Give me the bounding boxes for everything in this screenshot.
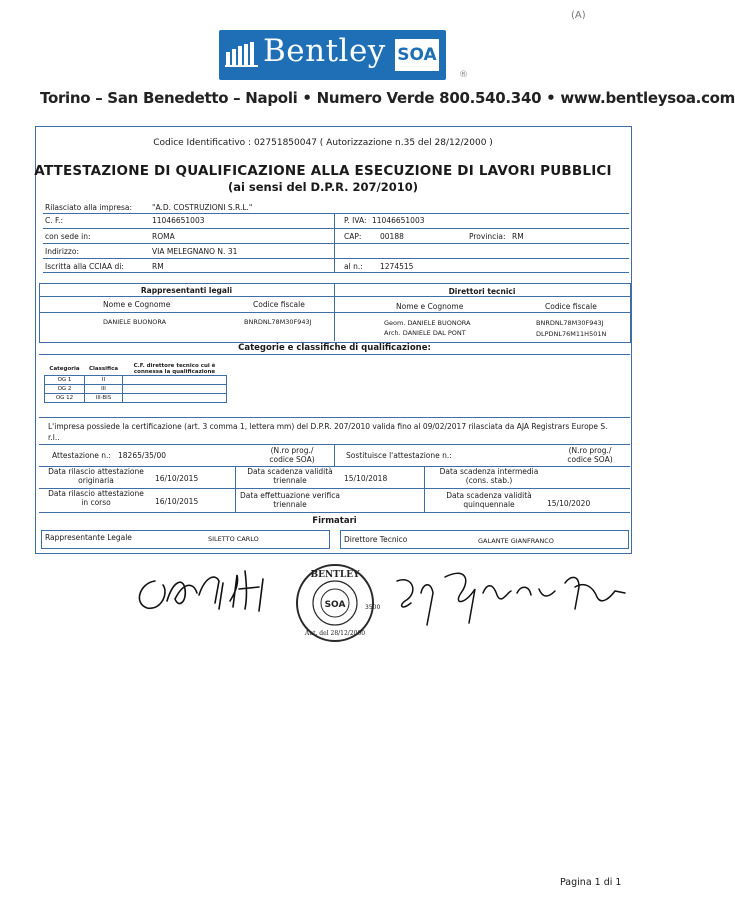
- divider: [43, 228, 629, 229]
- divider: [235, 466, 236, 488]
- cap-value: 00188: [380, 232, 404, 241]
- table-row: [45, 394, 227, 403]
- divider: [39, 354, 630, 355]
- current-issue-date: 16/10/2015: [155, 497, 199, 506]
- cf-value: 11046651003: [152, 216, 205, 225]
- tech-cf-col: Codice fiscale: [545, 302, 597, 311]
- attestation-number: 18265/35/00: [118, 451, 166, 460]
- class-col-header: Classifica: [88, 366, 119, 372]
- bentley-soa-logo: [219, 30, 446, 80]
- class-cell: III: [85, 385, 123, 394]
- attestation-number-label: Attestazione n.:: [52, 451, 111, 460]
- sede-value: ROMA: [152, 232, 175, 241]
- cf-label: C. F.:: [45, 216, 64, 225]
- document-title: ATTESTAZIONE DI QUALIFICAZIONE ALLA ESECUZIONE DI LAVORI PUBBLICI: [34, 163, 612, 179]
- tech-signature-icon: [397, 573, 625, 625]
- director-col-header: C.F. direttore tecnico cui è connessa la qualificazione: [133, 363, 216, 375]
- page-number: Pagina 1 di 1: [560, 877, 622, 888]
- provincia-value: RM: [512, 232, 524, 241]
- director-cell: [123, 385, 227, 394]
- divider: [39, 512, 630, 513]
- tech-director-cf: DLPDNL76M11H501N: [536, 330, 607, 338]
- legal-signatory-label: Rappresentante Legale: [45, 533, 132, 542]
- contact-line: Torino – San Benedetto – Napoli • Numero Verde 800.540.340 • www.bentleysoa.com: [40, 89, 735, 107]
- triennial-exp-date: 15/10/2018: [344, 474, 388, 483]
- tech-director-name: Geom. DANIELE BUONORA: [384, 319, 471, 327]
- orig-issue-date: 16/10/2015: [155, 474, 199, 483]
- indirizzo-label: Indirizzo:: [45, 247, 79, 256]
- legal-signatory-name: SILETTO CARLO: [208, 535, 259, 543]
- al-n-value: 1274515: [380, 262, 414, 271]
- tech-name-col: Nome e Cognome: [396, 302, 464, 311]
- divider: [39, 312, 630, 313]
- tech-signatory-label: Direttore Tecnico: [344, 535, 408, 544]
- legal-rep-cf: BNRDNL78M30F943J: [244, 318, 312, 326]
- class-cell: III-BIS: [85, 394, 123, 403]
- categories-table: [44, 363, 227, 403]
- current-issue-label: Data rilascio attestazione in corso: [48, 489, 144, 507]
- divider: [43, 213, 629, 214]
- identification-code: Codice Identificativo : 02751850047 ( Autorizzazione n.35 del 28/12/2000 ): [153, 138, 493, 148]
- provincia-label: Provincia:: [469, 232, 506, 241]
- brand-suffix: SOA: [395, 39, 439, 71]
- triennial-exp-label: Data scadenza validità triennale: [247, 467, 333, 485]
- legal-cf-col: Codice fiscale: [253, 300, 305, 309]
- divider: [334, 213, 335, 272]
- category-col-header: Categoria: [49, 366, 80, 372]
- signatures-and-stamp: [135, 553, 645, 658]
- sede-label: con sede in:: [45, 232, 91, 241]
- cciaa-value: RM: [152, 262, 164, 271]
- piva-value: 11046651003: [372, 216, 425, 225]
- triennial-check-label: Data effettuazione verifica triennale: [240, 491, 340, 509]
- table-row: [45, 385, 227, 394]
- brand-name: Bentley: [263, 33, 386, 69]
- legal-reps-header: Rappresentanti legali: [140, 286, 233, 295]
- divider: [334, 444, 335, 466]
- divider: [39, 296, 630, 297]
- company-name: "A.D. COSTRUZIONI S.R.L.": [152, 203, 253, 212]
- issued-label: Rilasciato alla impresa:: [45, 203, 133, 212]
- categories-header: Categorie e classifiche di qualificazione:: [238, 343, 431, 353]
- bentley-soa-stamp-icon: [297, 565, 380, 641]
- corner-mark: (A): [571, 10, 586, 21]
- director-cell: [123, 376, 227, 385]
- category-cell: OG 2: [45, 385, 85, 394]
- logo-building-icon: [225, 40, 259, 68]
- stamp-center-text: SOA: [324, 600, 346, 610]
- legal-signature-icon: [139, 571, 263, 611]
- five-year-exp-label: Data scadenza validità quinquennale: [446, 491, 532, 509]
- tech-director-cf: BNRDNL78M30F943J: [536, 319, 604, 327]
- category-cell: OG 12: [45, 394, 85, 403]
- tech-directors-header: Direttori tecnici: [448, 287, 516, 296]
- signatories-header: Firmatari: [312, 516, 357, 526]
- document-subtitle: (ai sensi del D.P.R. 207/2010): [227, 180, 419, 194]
- class-cell: II: [85, 376, 123, 385]
- piva-label: P. IVA:: [344, 216, 367, 225]
- certification-text: L'impresa possiede la certificazione (art. 3 comma 1, lettera mm) del D.P.R. 207/2010 valida fino al 09/02/2017 rilasciata da AJA Registrars Europe S. r.l..: [48, 422, 608, 442]
- prog-note-2: (N.ro prog./ codice SOA): [567, 446, 613, 464]
- legal-name-col: Nome e Cognome: [103, 300, 171, 309]
- registered-mark: ®: [459, 70, 468, 80]
- replaces-label: Sostituisce l'attestazione n.:: [346, 451, 452, 460]
- stamp-bottom-text: Aut. del 28/12/2000: [304, 630, 366, 637]
- table-row: [45, 376, 227, 385]
- five-year-exp-date: 15/10/2020: [547, 499, 591, 508]
- intermediate-exp-label: Data scadenza intermedia (cons. stab.): [439, 467, 539, 485]
- legal-rep-name: DANIELE BUONORA: [103, 318, 167, 326]
- divider: [235, 488, 236, 512]
- divider: [424, 466, 425, 488]
- cap-label: CAP:: [344, 232, 362, 241]
- divider: [43, 243, 629, 244]
- al-n-label: al n.:: [344, 262, 363, 271]
- divider: [39, 417, 630, 418]
- tech-signatory-name: GALANTE GIANFRANCO: [478, 537, 554, 545]
- stamp-number: 3500: [365, 604, 381, 611]
- orig-issue-label: Data rilascio attestazione originaria: [48, 467, 144, 485]
- category-cell: OG 1: [45, 376, 85, 385]
- divider: [43, 272, 629, 273]
- stamp-top-text: BENTLEY: [310, 570, 360, 580]
- cciaa-label: Iscritta alla CCIAA di:: [45, 262, 124, 271]
- director-cell: [123, 394, 227, 403]
- divider: [43, 258, 629, 259]
- prog-note: (N.ro prog./ codice SOA): [269, 446, 315, 464]
- tech-director-name: Arch. DANIELE DAL PONT: [384, 329, 466, 337]
- divider: [424, 488, 425, 512]
- indirizzo-value: VIA MELEGNANO N. 31: [152, 247, 238, 256]
